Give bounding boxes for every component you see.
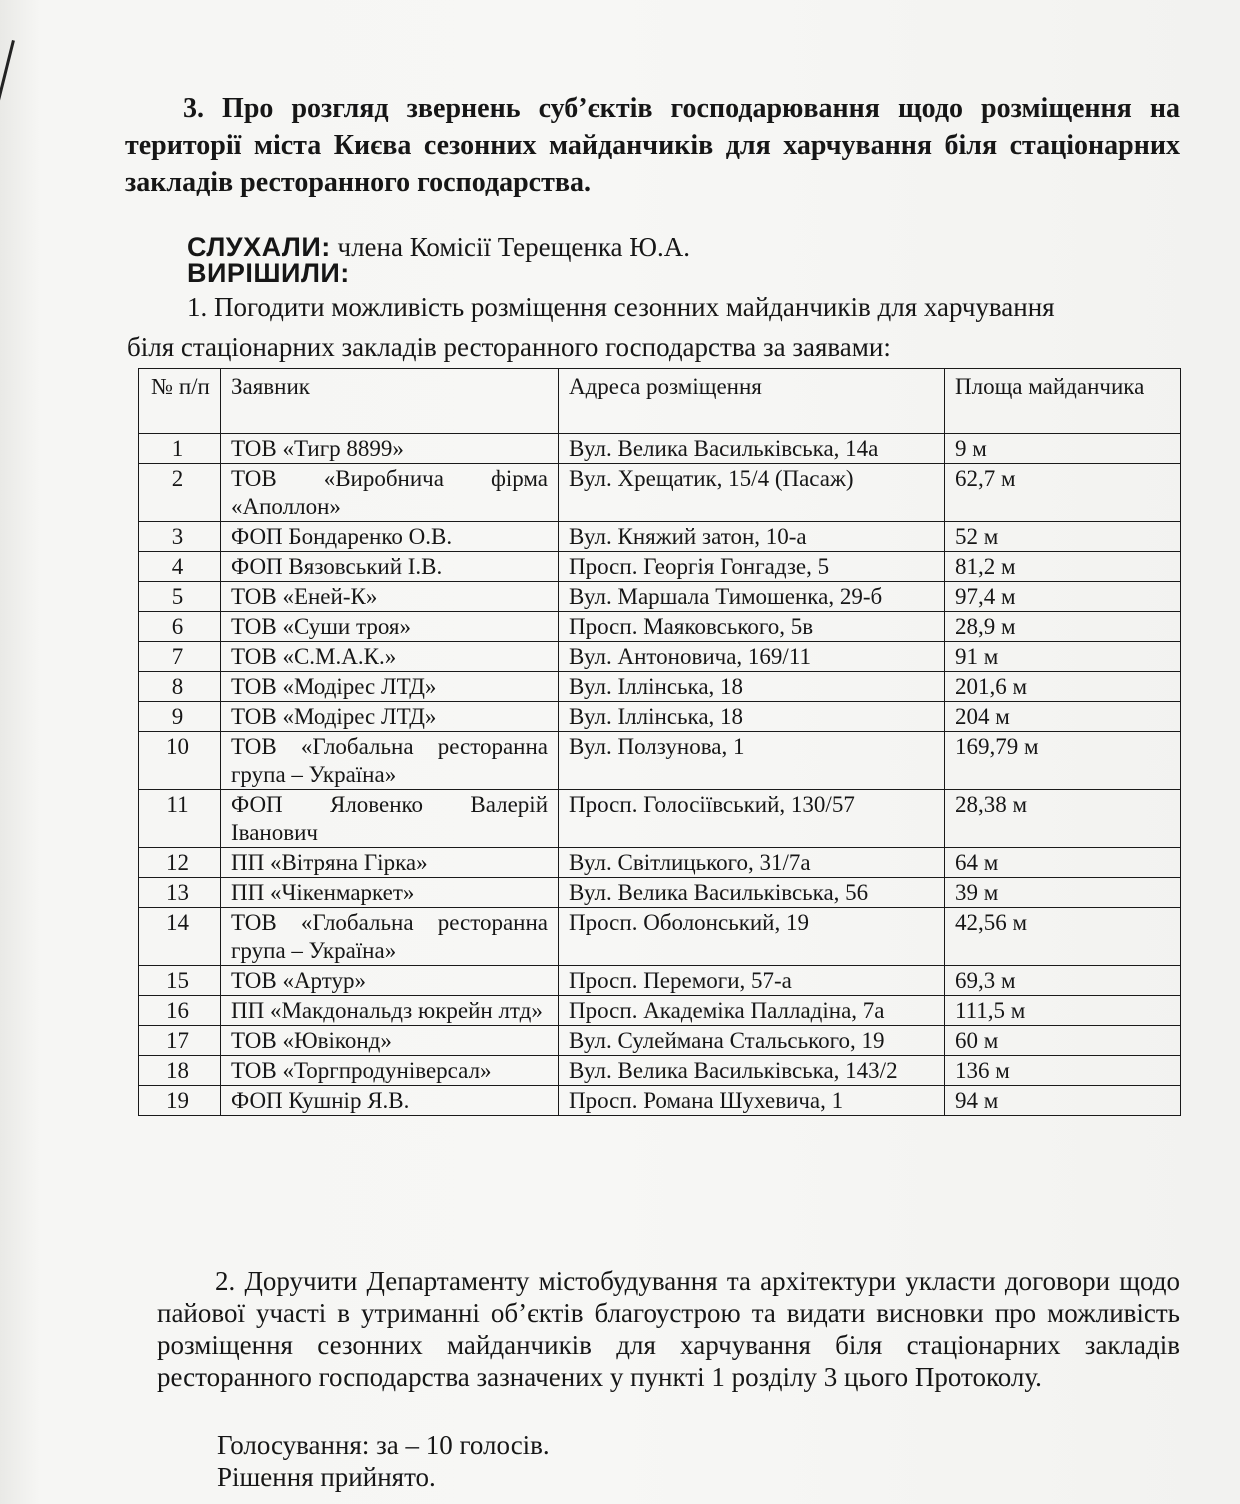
table-row xyxy=(139,612,1181,642)
row-applicant: ТОВ «Модірес ЛТД» xyxy=(221,702,559,732)
row-area: 111,5 м xyxy=(945,996,1181,1026)
row-address: Вул. Хрещатик, 15/4 (Пасаж) xyxy=(559,464,945,522)
row-applicant: ТОВ «Модірес ЛТД» xyxy=(221,672,559,702)
item2-paragraph: 2. Доручити Департаменту містобудування та архітектури укласти договори щодо пайової участі в утриманні об’єктів благоустрою та видати висновки про можливість розміщення сезонних майданчиків для харчування біля стаціонарних закладів ресторанного господарства зазначених у пункті 1 розділу 3 цього Протоколу. xyxy=(157,1266,1180,1392)
table-row xyxy=(139,966,1181,996)
row-address: Просп. Маяковського, 5в xyxy=(559,612,945,642)
decided-label: ВИРІШИЛИ: xyxy=(187,258,350,288)
row-area: 9 м xyxy=(945,434,1181,464)
row-applicant: ТОВ «Виробнича фірма «Аполлон» xyxy=(221,464,559,522)
row-num: 19 xyxy=(139,1086,221,1116)
row-area: 28,9 м xyxy=(945,612,1181,642)
row-address: Просп. Перемоги, 57-а xyxy=(559,966,945,996)
header-applicant: Заявник xyxy=(221,369,559,434)
row-address: Вул. Сулеймана Стальського, 19 xyxy=(559,1026,945,1056)
table-row xyxy=(139,522,1181,552)
table-row xyxy=(139,908,1181,966)
row-area: 201,6 м xyxy=(945,672,1181,702)
row-applicant: ФОП Бондаренко О.В. xyxy=(221,522,559,552)
table-row xyxy=(139,702,1181,732)
row-num: 1 xyxy=(139,434,221,464)
table-row xyxy=(139,552,1181,582)
header-address: Адреса розміщення xyxy=(559,369,945,434)
table-row xyxy=(139,732,1181,790)
row-area: 81,2 м xyxy=(945,552,1181,582)
row-applicant: ТОВ «Глобальна ресторанна група – Україна» xyxy=(221,732,559,790)
header-area: Площа майданчика xyxy=(945,369,1181,434)
row-num: 3 xyxy=(139,522,221,552)
item1-intro-line2: біля стаціонарних закладів ресторанного господарства за заявами: xyxy=(127,332,891,362)
row-address: Вул. Маршала Тимошенка, 29-б xyxy=(559,582,945,612)
row-area: 97,4 м xyxy=(945,582,1181,612)
table-row xyxy=(139,790,1181,848)
row-address: Вул. Велика Васильківська, 143/2 xyxy=(559,1056,945,1086)
row-applicant: ПП «Макдональдз юкрейн лтд» xyxy=(221,996,559,1026)
table-row xyxy=(139,848,1181,878)
section-heading xyxy=(125,90,1180,201)
row-address: Вул. Іллінська, 18 xyxy=(559,672,945,702)
decision-line: Рішення прийнято. xyxy=(217,1462,436,1492)
row-area: 62,7 м xyxy=(945,464,1181,522)
row-address: Просп. Голосіївський, 130/57 xyxy=(559,790,945,848)
row-num: 16 xyxy=(139,996,221,1026)
row-applicant: ПП «Вітряна Гірка» xyxy=(221,848,559,878)
row-num: 8 xyxy=(139,672,221,702)
row-area: 69,3 м xyxy=(945,966,1181,996)
table-row xyxy=(139,434,1181,464)
row-num: 17 xyxy=(139,1026,221,1056)
row-applicant: ТОВ «Ювіконд» xyxy=(221,1026,559,1056)
row-applicant: ФОП Яловенко Валерій Іванович xyxy=(221,790,559,848)
row-address: Просп. Романа Шухевича, 1 xyxy=(559,1086,945,1116)
row-num: 10 xyxy=(139,732,221,790)
table-row xyxy=(139,878,1181,908)
row-area: 94 м xyxy=(945,1086,1181,1116)
row-applicant: ТОВ «Глобальна ресторанна група – Україна» xyxy=(221,908,559,966)
row-applicant: ФОП Кушнір Я.В. xyxy=(221,1086,559,1116)
vote-line: Голосування: за – 10 голосів. xyxy=(217,1430,550,1460)
row-num: 2 xyxy=(139,464,221,522)
row-applicant: ТОВ «Артур» xyxy=(221,966,559,996)
row-address: Просп. Оболонський, 19 xyxy=(559,908,945,966)
row-area: 39 м xyxy=(945,878,1181,908)
heard-text: члена Комісії Терещенка Ю.А. xyxy=(337,232,691,262)
row-area: 136 м xyxy=(945,1056,1181,1086)
row-area: 52 м xyxy=(945,522,1181,552)
row-address: Вул. Ползунова, 1 xyxy=(559,732,945,790)
row-num: 15 xyxy=(139,966,221,996)
item1-intro-line1: 1. Погодити можливість розміщення сезонних майданчиків для харчування xyxy=(187,292,1055,322)
table-row xyxy=(139,672,1181,702)
section-heading-text: 3. Про розгляд звернень суб’єктів господарювання щодо розміщення на території міста Києва сезонних майданчиків для харчування біля стаціонарних закладів ресторанного господарства. xyxy=(125,93,1180,198)
row-num: 7 xyxy=(139,642,221,672)
applications-table xyxy=(138,368,1181,1116)
margin-pen-stroke xyxy=(0,40,15,225)
row-applicant: ПП «Чікенмаркет» xyxy=(221,878,559,908)
row-address: Просп. Академіка Палладіна, 7а xyxy=(559,996,945,1026)
row-applicant: ТОВ «Торгпродуніверсал» xyxy=(221,1056,559,1086)
table-row xyxy=(139,582,1181,612)
table-row xyxy=(139,1086,1181,1116)
row-applicant: ФОП Вязовський І.В. xyxy=(221,552,559,582)
row-num: 13 xyxy=(139,878,221,908)
row-area: 60 м xyxy=(945,1026,1181,1056)
table-header-row xyxy=(139,369,1181,434)
row-applicant: ТОВ «С.М.А.К.» xyxy=(221,642,559,672)
table-row xyxy=(139,1056,1181,1086)
table-row xyxy=(139,464,1181,522)
table-row xyxy=(139,996,1181,1026)
row-num: 18 xyxy=(139,1056,221,1086)
row-applicant: ТОВ «Еней-К» xyxy=(221,582,559,612)
row-num: 9 xyxy=(139,702,221,732)
heard-label: СЛУХАЛИ: xyxy=(187,232,331,262)
row-applicant: ТОВ «Суши троя» xyxy=(221,612,559,642)
row-area: 28,38 м xyxy=(945,790,1181,848)
row-address: Вул. Антоновича, 169/11 xyxy=(559,642,945,672)
row-num: 4 xyxy=(139,552,221,582)
row-address: Вул. Княжий затон, 10-а xyxy=(559,522,945,552)
row-address: Вул. Іллінська, 18 xyxy=(559,702,945,732)
row-num: 14 xyxy=(139,908,221,966)
row-num: 6 xyxy=(139,612,221,642)
row-num: 11 xyxy=(139,790,221,848)
row-area: 42,56 м xyxy=(945,908,1181,966)
row-applicant: ТОВ «Тигр 8899» xyxy=(221,434,559,464)
row-area: 91 м xyxy=(945,642,1181,672)
row-address: Вул. Велика Васильківська, 14а xyxy=(559,434,945,464)
row-area: 204 м xyxy=(945,702,1181,732)
row-num: 5 xyxy=(139,582,221,612)
row-address: Вул. Велика Васильківська, 56 xyxy=(559,878,945,908)
row-num: 12 xyxy=(139,848,221,878)
row-area: 169,79 м xyxy=(945,732,1181,790)
header-num: № п/п xyxy=(139,369,221,434)
table-row xyxy=(139,642,1181,672)
table-row xyxy=(139,1026,1181,1056)
row-area: 64 м xyxy=(945,848,1181,878)
row-address: Просп. Георгія Гонгадзе, 5 xyxy=(559,552,945,582)
row-address: Вул. Світлицького, 31/7а xyxy=(559,848,945,878)
